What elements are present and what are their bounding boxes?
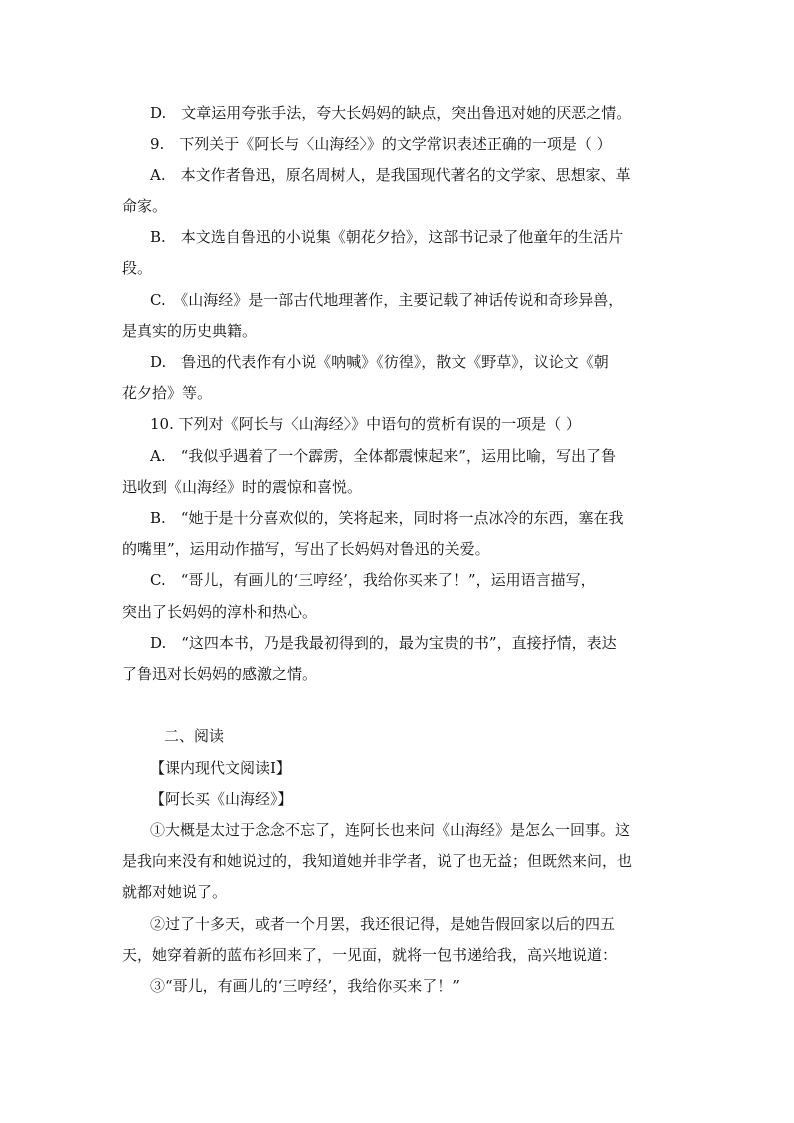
option-line: B. “她于是十分喜欢似的，笑将起来，同时将一点冰冷的东西，塞在我 [150, 509, 624, 527]
option-line: D. 文章运用夸张手法，夸大长妈妈的缺点，突出鲁迅对她的厌恶之情。 [150, 104, 632, 122]
option-line: C. “哥儿，有画儿的‘三哼经’，我给你买来了！”，运用语言描写， [150, 571, 596, 589]
subsection-heading: 【课内现代文阅读Ⅰ】 [150, 759, 291, 777]
section-heading: 二、阅读 [164, 727, 225, 745]
continuation-line: 花夕拾》等。 [122, 384, 213, 402]
passage-paragraph-line: 是我向来没有和她说过的，我知道她并非学者，说了也无益；但既然来问，也 [122, 852, 633, 870]
option-line: A. “我似乎遇着了一个霹雳，全体都震悚起来”，运用比喻，写出了鲁 [150, 447, 616, 465]
continuation-line: 段。 [122, 259, 153, 277]
passage-paragraph-line: 天，她穿着新的蓝布衫回来了，一见面，就将一包书递给我，高兴地说道： [122, 946, 618, 964]
option-line: D. 鲁迅的代表作有小说《呐喊》《彷徨》，散文《野草》，议论文《朝 [150, 353, 609, 371]
passage-paragraph-line: ①大概是太过于念念不忘了，连阿长也来问《山海经》是怎么一回事。这 [150, 821, 631, 839]
passage-paragraph-line: ③“哥儿，有画儿的‘三哼经’，我给你买来了！” [150, 977, 460, 995]
question-line: 9. 下列关于《阿长与〈山海经〉》的文学常识表述正确的一项是（ ） [150, 135, 612, 153]
continuation-line: 命家。 [122, 197, 168, 215]
option-line: D. “这四本书，乃是我最初得到的，最为宝贵的书”，直接抒情，表达 [150, 634, 617, 652]
passage-paragraph-line: 就都对她说了。 [122, 883, 228, 901]
option-line: B. 本文选自鲁迅的小说集《朝花夕拾》，这部书记录了他童年的生活片 [150, 228, 624, 246]
option-line: C. 《山海经》是一部古代地理著作，主要记载了神话传说和奇珍异兽， [150, 291, 624, 309]
question-line: 10. 下列对《阿长与〈山海经〉》中语句的赏析有误的一项是（ ） [150, 415, 581, 433]
continuation-line: 的嘴里”，运用动作描写，写出了长妈妈对鲁迅的关爱。 [122, 540, 490, 558]
continuation-line: 迅收到《山海经》时的震惊和喜悦。 [122, 478, 363, 496]
continuation-line: 是真实的历史典籍。 [122, 322, 258, 340]
passage-title: 【阿长买《山海经》】 [150, 790, 293, 808]
continuation-line: 突出了长妈妈的淳朴和热心。 [122, 603, 318, 621]
continuation-line: 了鲁迅对长妈妈的感激之情。 [122, 665, 318, 683]
option-line: A. 本文作者鲁迅，原名周树人，是我国现代著名的文学家、思想家、革 [150, 166, 631, 184]
passage-paragraph-line: ②过了十多天，或者一个月罢，我还很记得，是她告假回家以后的四五 [150, 915, 616, 933]
